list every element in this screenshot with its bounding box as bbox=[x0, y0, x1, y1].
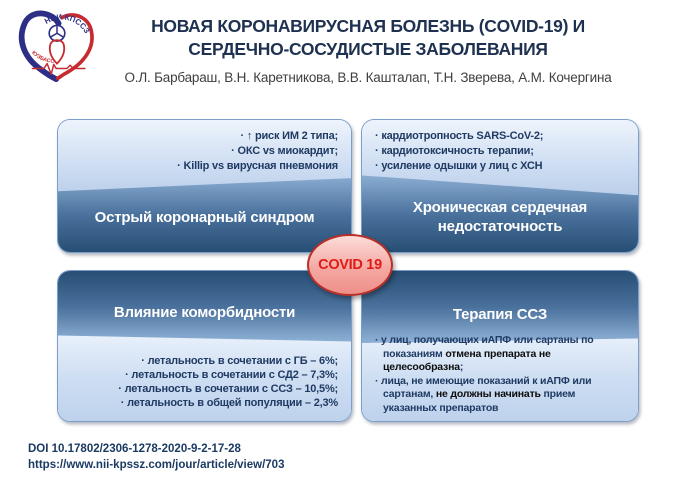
title-line-1: НОВАЯ КОРОНАВИРУСНАЯ БОЛЕЗНЬ (COVID-19) И bbox=[151, 16, 585, 36]
quadrant-title-comorbidity: Влияние коморбидности bbox=[113, 304, 296, 321]
bullet-list-therapy bbox=[375, 334, 630, 415]
header bbox=[88, 15, 648, 85]
quadrant-chronic-heart-failure bbox=[361, 119, 639, 253]
bullet-list-chf bbox=[375, 129, 625, 174]
bullet-list-acs bbox=[71, 129, 338, 174]
bullet-list-comorbidity bbox=[71, 354, 338, 410]
logo-arc-text: НИИ КПССЗ bbox=[42, 12, 92, 35]
bullet-item: · ↑ риск ИМ 2 типа; bbox=[240, 130, 338, 142]
bullet-item: · лица, не имеющие показаний к иАПФ или сартанам, не должны начинать прием указанных препаратов bbox=[375, 374, 592, 414]
logo-left-text: КУЗБАСС bbox=[30, 50, 55, 65]
quadrant-cvd-therapy bbox=[361, 270, 639, 422]
quadrant-title-acs: Острый коронарный синдром bbox=[94, 209, 315, 226]
doi-text: DOI 10.17802/2306-1278-2020-9-2-17-28 bbox=[28, 443, 241, 455]
bullet-item: · ОКС vs миокардит; bbox=[231, 145, 338, 157]
authors-line: О.Л. Барбараш, В.Н. Каретникова, В.В. Кашталап, Т.Н. Зверева, А.М. Кочергина bbox=[124, 70, 612, 85]
heart-logo-icon bbox=[16, 6, 98, 90]
bullet-item: · летальность в общей популяции – 2,3% bbox=[120, 397, 338, 409]
bullet-item: · кардиотоксичность терапии; bbox=[375, 145, 534, 157]
bullet-item: · кардиотропность SARS-CoV-2; bbox=[375, 130, 544, 142]
title-line-2: СЕРДЕЧНО-СОСУДИСТЫЕ ЗАБОЛЕВАНИЯ bbox=[188, 39, 548, 59]
bullet-item: · летальность в сочетании с ГБ – 6%; bbox=[141, 355, 338, 367]
quadrant-acute-coronary-syndrome bbox=[57, 119, 352, 253]
niikpssz-logo-icon bbox=[16, 6, 98, 90]
quadrant-comorbidity-impact bbox=[57, 270, 352, 422]
bullet-item: · летальность в сочетании с СД2 – 7,3%; bbox=[125, 369, 338, 381]
bullet-item: · усиление одышки у лиц с ХСН bbox=[375, 160, 543, 172]
footer bbox=[28, 441, 284, 473]
bullet-item: · у лиц, получающих иАПФ или сартаны по показаниям отмена препарата не целесообразна; bbox=[375, 334, 594, 373]
covid19-badge-label: COVID 19 bbox=[318, 257, 382, 273]
article-url-link[interactable]: https://www.nii-kpssz.com/jour/article/view/703 bbox=[28, 459, 285, 471]
covid19-badge bbox=[307, 234, 393, 296]
slide-title bbox=[88, 15, 648, 61]
bullet-item: · Killip vs вирусная пневмония bbox=[177, 160, 338, 172]
quadrant-title-therapy: Терапия ССЗ bbox=[452, 306, 548, 323]
quadrant-title-chf: Хроническая сердечная недостаточность bbox=[412, 199, 588, 235]
bullet-item: · летальность в сочетании с ССЗ – 10,5%; bbox=[118, 383, 338, 395]
